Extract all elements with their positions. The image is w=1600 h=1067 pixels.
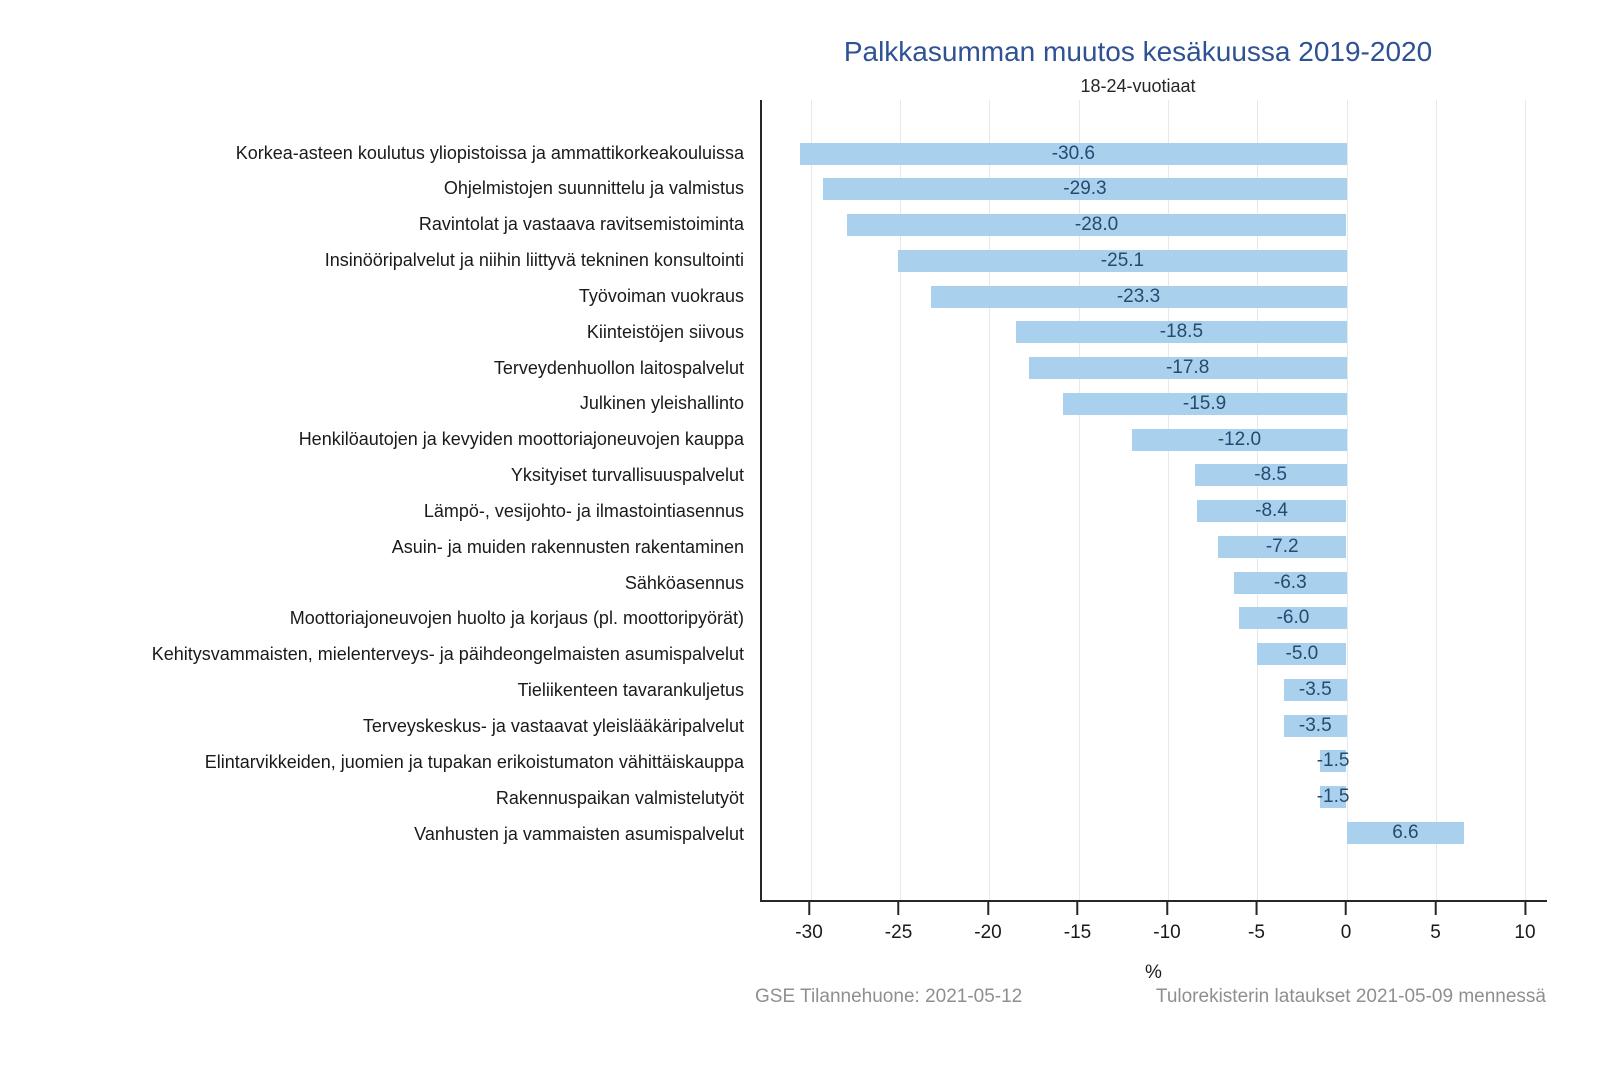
bar-row <box>762 314 1547 350</box>
x-tick-label: -25 <box>884 922 913 943</box>
category-label: Insinööripalvelut ja niihin liittyvä tekninen konsultointi <box>324 250 744 271</box>
x-tick <box>1514 902 1535 944</box>
x-tick-mark <box>1434 902 1436 915</box>
x-tick-label: -30 <box>795 922 823 943</box>
bar-value-label: -29.3 <box>1063 178 1107 200</box>
bar-row <box>762 350 1547 386</box>
bars-layer <box>762 100 1547 900</box>
x-tick-label: -20 <box>974 922 1002 943</box>
bar-value-label: -3.5 <box>1298 714 1332 736</box>
bar-row <box>762 136 1547 172</box>
category-labels-column <box>0 100 744 852</box>
x-tick <box>1341 902 1352 944</box>
category-label: Vanhusten ja vammaisten asumispalvelut <box>414 823 744 844</box>
bar-value-label: -1.5 <box>1316 750 1350 772</box>
bar-row <box>762 279 1547 315</box>
x-tick-label: 10 <box>1514 922 1536 943</box>
x-tick-mark <box>987 902 989 915</box>
bar-row <box>762 815 1547 851</box>
category-label: Henkilöautojen ja kevyiden moottoriajoneuvojen kauppa <box>298 429 744 450</box>
bar-row <box>762 171 1547 207</box>
bar-row <box>762 600 1547 636</box>
x-tick <box>1248 902 1265 944</box>
x-tick-mark <box>1256 902 1258 915</box>
category-label: Työvoiman vuokraus <box>578 285 744 306</box>
bar-value-label: -18.5 <box>1159 321 1204 343</box>
x-tick-mark <box>1077 902 1079 915</box>
bar-row <box>762 743 1547 779</box>
bar-row <box>762 529 1547 565</box>
x-tick-label: -5 <box>1248 922 1265 943</box>
footer-source-right: Tulorekisterin lataukset 2021-05-09 mennessä <box>1155 986 1546 1007</box>
bar-value-label: -15.9 <box>1182 392 1227 414</box>
bar-row <box>762 243 1547 279</box>
bar-value-label: -12.0 <box>1217 428 1262 450</box>
category-label: Terveyskeskus- ja vastaavat yleislääkäripalvelut <box>362 716 744 736</box>
bar-row <box>762 207 1547 243</box>
bar-row <box>762 779 1547 815</box>
chart-subtitle: 18-24-vuotiaat <box>1080 76 1196 96</box>
bar-value-label: -30.6 <box>1051 142 1095 164</box>
bar-value-label: -23.3 <box>1116 285 1161 307</box>
bar-row <box>762 493 1547 529</box>
category-label: Lämpö-, vesijohto- ja ilmastointiasennus <box>423 500 744 521</box>
x-tick-label: -10 <box>1153 922 1181 943</box>
x-tick-mark <box>1345 902 1347 915</box>
bar-row <box>762 457 1547 493</box>
bar-row <box>762 636 1547 672</box>
bar-value-label: -7.2 <box>1265 535 1299 557</box>
bar-value-label: -8.5 <box>1254 464 1287 486</box>
bar-value-label: -25.1 <box>1100 249 1145 271</box>
category-label: Kiinteistöjen siivous <box>586 321 744 342</box>
plot-area <box>760 100 1547 902</box>
x-tick-mark <box>808 902 810 915</box>
x-tick <box>1430 902 1441 944</box>
bar-row <box>762 672 1547 708</box>
x-axis-label: % <box>1145 962 1162 983</box>
category-label: Rakennuspaikan valmistelutyöt <box>495 787 744 808</box>
category-label: Yksityiset turvallisuuspalvelut <box>510 465 744 486</box>
bar-row <box>762 565 1547 601</box>
bar-value-label: -1.5 <box>1316 786 1350 807</box>
bar-value-label: -6.0 <box>1276 607 1310 629</box>
x-tick-label: 5 <box>1430 922 1441 943</box>
category-label: Ohjelmistojen suunnittelu ja valmistus <box>443 178 744 199</box>
bar-value-label: -17.8 <box>1165 357 1210 378</box>
category-label: Asuin- ja muiden rakennusten rakentaminen <box>391 536 744 557</box>
bar-row <box>762 422 1547 458</box>
x-tick-mark <box>1524 902 1526 915</box>
category-label: Kehitysvammaisten, mielenterveys- ja päihdeongelmaisten asumispalvelut <box>151 644 744 665</box>
bar-value-label: -3.5 <box>1298 678 1332 700</box>
category-label: Korkea-asteen koulutus yliopistoissa ja ammattikorkeakouluissa <box>235 142 744 163</box>
category-label: Sähköasennus <box>624 572 744 593</box>
category-label: Elintarvikkeiden, juomien ja tupakan erikoistumaton vähittäiskauppa <box>204 751 744 772</box>
category-label: Moottoriajoneuvojen huolto ja korjaus (pl. moottoripyörät) <box>289 608 744 629</box>
chart-title: Palkkasumman muutos kesäkuussa 2019-2020 <box>843 36 1433 67</box>
category-label: Tieliikenteen tavarankuljetus <box>517 680 744 701</box>
category-label: Terveydenhuollon laitospalvelut <box>493 357 744 378</box>
footer-source-left: GSE Tilannehuone: 2021-05-12 <box>755 986 1023 1007</box>
x-tick <box>974 902 1001 944</box>
x-tick <box>1153 902 1180 944</box>
bar-value-label: -8.4 <box>1255 500 1288 521</box>
x-tick-label: -15 <box>1063 922 1092 943</box>
bar-value-label: -28.0 <box>1074 214 1119 235</box>
bar-value-label: 6.6 <box>1392 821 1419 843</box>
x-tick-label: 0 <box>1340 922 1352 943</box>
x-axis-ticks <box>760 902 1547 962</box>
x-tick <box>795 902 822 944</box>
category-label: Julkinen yleishallinto <box>579 393 744 414</box>
bar-row <box>762 708 1547 744</box>
x-tick <box>885 902 912 944</box>
bar-value-label: -5.0 <box>1285 643 1319 664</box>
x-tick-mark <box>898 902 900 915</box>
bar-value-label: -6.3 <box>1273 571 1307 593</box>
x-tick-mark <box>1166 902 1168 915</box>
bar-row <box>762 386 1547 422</box>
category-label: Ravintolat ja vastaava ravitsemistoiminta <box>418 214 744 235</box>
x-tick <box>1064 902 1091 944</box>
